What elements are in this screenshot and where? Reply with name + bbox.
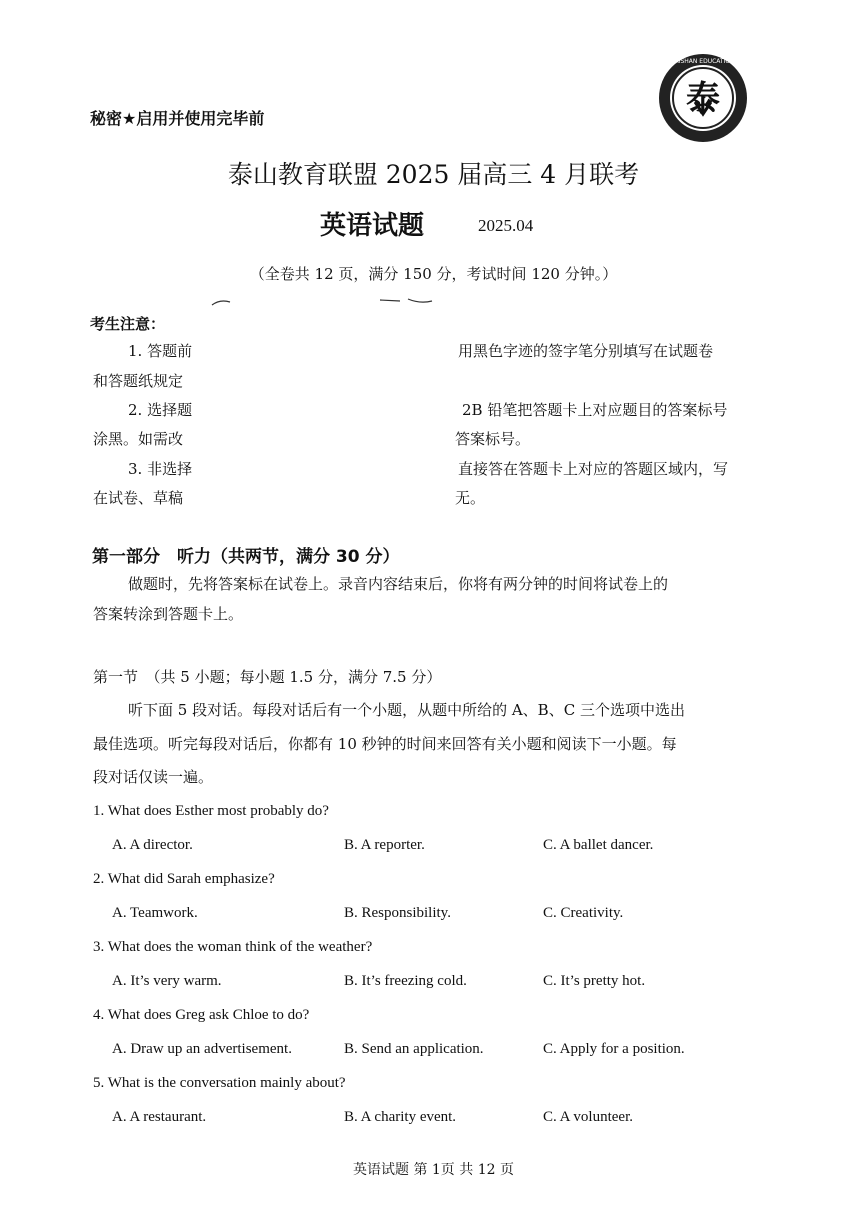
notice-line: 在试卷、草稿 <box>93 489 184 507</box>
section1-instructions: 听下面 5 段对话。每段对话后有一个小题，从题中所给的 A、B、C 三个选项中选出 <box>128 701 685 719</box>
part1-intro: 做题时，先将答案标在试卷上。录音内容结束后，你将有两分钟的时间将试卷上的 <box>128 575 669 593</box>
question-1: 1. What does Esther most probably do? <box>93 803 329 819</box>
svg-text:TAISHAN EDUCATION: TAISHAN EDUCATION <box>671 58 735 65</box>
notice-line: 涂黑。如需改 <box>93 430 184 448</box>
page-footer: 英语试题 第 1页 共 12 页 <box>353 1162 514 1178</box>
pen-mark <box>210 296 440 308</box>
option-b: B. Send an application. <box>344 1041 484 1057</box>
notice-line: 和答题纸规定 <box>93 372 184 390</box>
notice-line: 用黑色字迹的签字笔分别填写在试题卷 <box>458 342 714 360</box>
question-2: 2. What did Sarah emphasize? <box>93 871 275 887</box>
exam-date: 2025.04 <box>478 216 534 235</box>
exam-title: 泰山教育联盟 2025 届高三 4 月联考 <box>227 160 640 189</box>
option-a: A. A director. <box>112 837 193 853</box>
option-c: C. Apply for a position. <box>543 1041 685 1057</box>
svg-text:泰: 泰 <box>686 79 720 119</box>
confidential-label: 秘密★启用并使用完毕前 <box>90 109 265 128</box>
option-b: B. A reporter. <box>344 837 425 853</box>
section1-instructions: 最佳选项。听完每段对话后，你都有 10 秒钟的时间来回答有关小题和阅读下一小题。每 <box>93 735 677 753</box>
notice-line: 无。 <box>455 489 486 507</box>
question-5: 5. What is the conversation mainly about? <box>93 1075 346 1091</box>
option-c: C. Creativity. <box>543 905 624 921</box>
alliance-seal-logo <box>657 52 749 144</box>
option-a: A. It’s very warm. <box>112 973 222 989</box>
part1-intro: 答案转涂到答题卡上。 <box>93 605 244 623</box>
section1-heading: 第一节 （共 5 小题；每小题 1.5 分，满分 7.5 分） <box>93 668 442 686</box>
notice-line: 3. 非选择 <box>128 460 193 478</box>
question-3: 3. What does the woman think of the weather? <box>93 939 373 955</box>
option-b: B. It’s freezing cold. <box>344 973 467 989</box>
option-b: B. Responsibility. <box>344 905 451 921</box>
option-c: C. A ballet dancer. <box>543 837 654 853</box>
notice-line: 2B 铅笔把答题卡上对应题目的答案标号 <box>462 401 728 419</box>
notice-line: 2. 选择题 <box>128 401 193 419</box>
exam-info: （全卷共 12 页，满分 150 分，考试时间 120 分钟。） <box>249 265 618 283</box>
option-a: A. A restaurant. <box>112 1109 207 1125</box>
subject-title: 英语试题 <box>320 211 425 241</box>
notice-heading: 考生注意： <box>90 315 166 333</box>
option-a: A. Teamwork. <box>112 905 198 921</box>
option-b: B. A charity event. <box>344 1109 457 1125</box>
notice-line: 直接答在答题卡上对应的答题区域内，写 <box>458 460 729 478</box>
option-a: A. Draw up an advertisement. <box>112 1041 292 1057</box>
part1-heading: 第一部分 听力（共两节，满分 30 分） <box>92 547 400 567</box>
option-c: C. A volunteer. <box>543 1109 633 1125</box>
option-c: C. It’s pretty hot. <box>543 973 646 989</box>
notice-line: 1. 答题前 <box>128 342 193 360</box>
section1-instructions: 段对话仅读一遍。 <box>93 768 214 786</box>
notice-line: 答案标号。 <box>455 430 531 448</box>
question-4: 4. What does Greg ask Chloe to do? <box>93 1007 310 1023</box>
